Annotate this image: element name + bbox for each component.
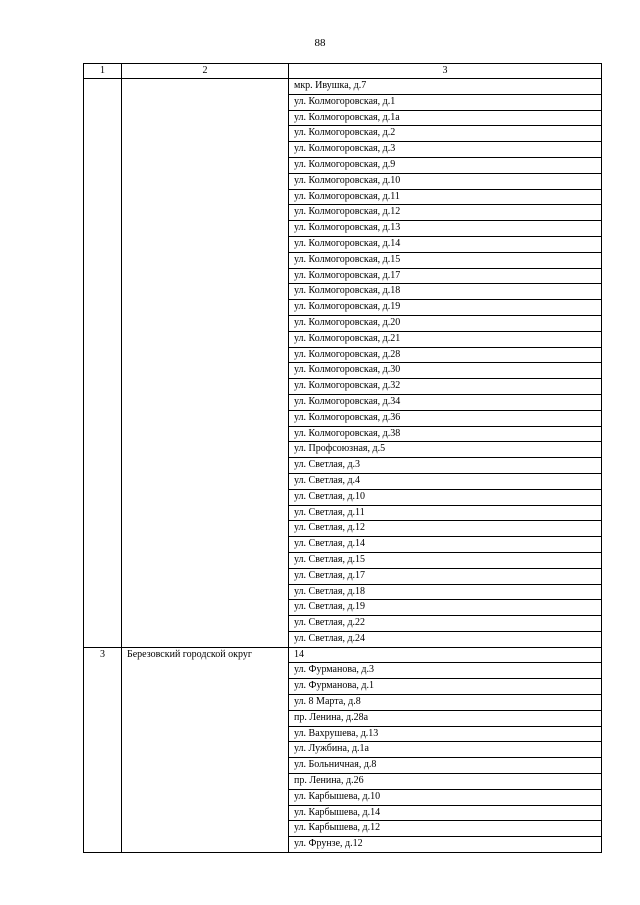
- address-cell: ул. Колмогоровская, д.11: [289, 189, 602, 205]
- address-cell: ул. Колмогоровская, д.9: [289, 157, 602, 173]
- address-cell: ул. Светлая, д.24: [289, 631, 602, 647]
- continued-number-cell: [84, 79, 122, 648]
- address-cell: пр. Ленина, д.26: [289, 774, 602, 790]
- address-cell: ул. Колмогоровская, д.14: [289, 236, 602, 252]
- address-cell: ул. Колмогоровская, д.10: [289, 173, 602, 189]
- address-cell: ул. Светлая, д.19: [289, 600, 602, 616]
- address-cell: ул. Вахрушева, д.13: [289, 726, 602, 742]
- address-cell: ул. Колмогоровская, д.18: [289, 284, 602, 300]
- address-cell: пр. Ленина, д.28а: [289, 710, 602, 726]
- address-cell: ул. Светлая, д.15: [289, 552, 602, 568]
- header-cell-1: 1: [84, 64, 122, 79]
- address-cell: ул. Колмогоровская, д.36: [289, 410, 602, 426]
- address-cell: ул. Светлая, д.11: [289, 505, 602, 521]
- address-cell: ул. Колмогоровская, д.12: [289, 205, 602, 221]
- address-cell: ул. Светлая, д.17: [289, 568, 602, 584]
- table-row: [84, 79, 602, 95]
- address-cell: ул. Колмогоровская, д.1а: [289, 110, 602, 126]
- address-cell: ул. Карбышева, д.14: [289, 805, 602, 821]
- address-cell: ул. Колмогоровская, д.3: [289, 142, 602, 158]
- address-cell: ул. Светлая, д.10: [289, 489, 602, 505]
- address-cell: ул. Светлая, д.4: [289, 473, 602, 489]
- address-cell: ул. Светлая, д.12: [289, 521, 602, 537]
- address-cell: ул. Больничная, д.8: [289, 758, 602, 774]
- address-cell: ул. Лужбина, д.1а: [289, 742, 602, 758]
- section-number: 3: [84, 647, 122, 852]
- address-cell: ул. Колмогоровская, д.21: [289, 331, 602, 347]
- address-cell: ул. Светлая, д.22: [289, 616, 602, 632]
- address-cell: ул. Колмогоровская, д.17: [289, 268, 602, 284]
- address-table: [83, 63, 602, 853]
- address-cell: мкр. Ивушка, д.7: [289, 79, 602, 95]
- address-cell: ул. Колмогоровская, д.19: [289, 300, 602, 316]
- address-cell: ул. Светлая, д.3: [289, 458, 602, 474]
- section-name: Березовский городской округ: [122, 647, 289, 852]
- address-cell: ул. Колмогоровская, д.1: [289, 94, 602, 110]
- continued-name-cell: [122, 79, 289, 648]
- address-cell: ул. Карбышева, д.12: [289, 821, 602, 837]
- page-number: 88: [314, 37, 326, 49]
- header-cell-2: 2: [122, 64, 289, 79]
- address-cell: ул. Фрунзе, д.12: [289, 837, 602, 853]
- section-count: 14: [289, 647, 602, 663]
- address-cell: ул. Колмогоровская, д.13: [289, 221, 602, 237]
- address-cell: ул. Колмогоровская, д.32: [289, 379, 602, 395]
- address-cell: ул. Светлая, д.14: [289, 537, 602, 553]
- address-cell: ул. Колмогоровская, д.28: [289, 347, 602, 363]
- address-cell: ул. Колмогоровская, д.34: [289, 394, 602, 410]
- address-cell: ул. 8 Марта, д.8: [289, 695, 602, 711]
- table-header-row: [84, 64, 602, 79]
- section-row: [84, 647, 602, 663]
- address-cell: ул. Фурманова, д.3: [289, 663, 602, 679]
- address-cell: ул. Фурманова, д.1: [289, 679, 602, 695]
- address-cell: ул. Карбышева, д.10: [289, 789, 602, 805]
- address-cell: ул. Колмогоровская, д.38: [289, 426, 602, 442]
- address-cell: ул. Колмогоровская, д.30: [289, 363, 602, 379]
- header-cell-3: 3: [289, 64, 602, 79]
- address-cell: ул. Профсоюзная, д.5: [289, 442, 602, 458]
- address-cell: ул. Светлая, д.18: [289, 584, 602, 600]
- address-cell: ул. Колмогоровская, д.20: [289, 315, 602, 331]
- address-cell: ул. Колмогоровская, д.2: [289, 126, 602, 142]
- address-cell: ул. Колмогоровская, д.15: [289, 252, 602, 268]
